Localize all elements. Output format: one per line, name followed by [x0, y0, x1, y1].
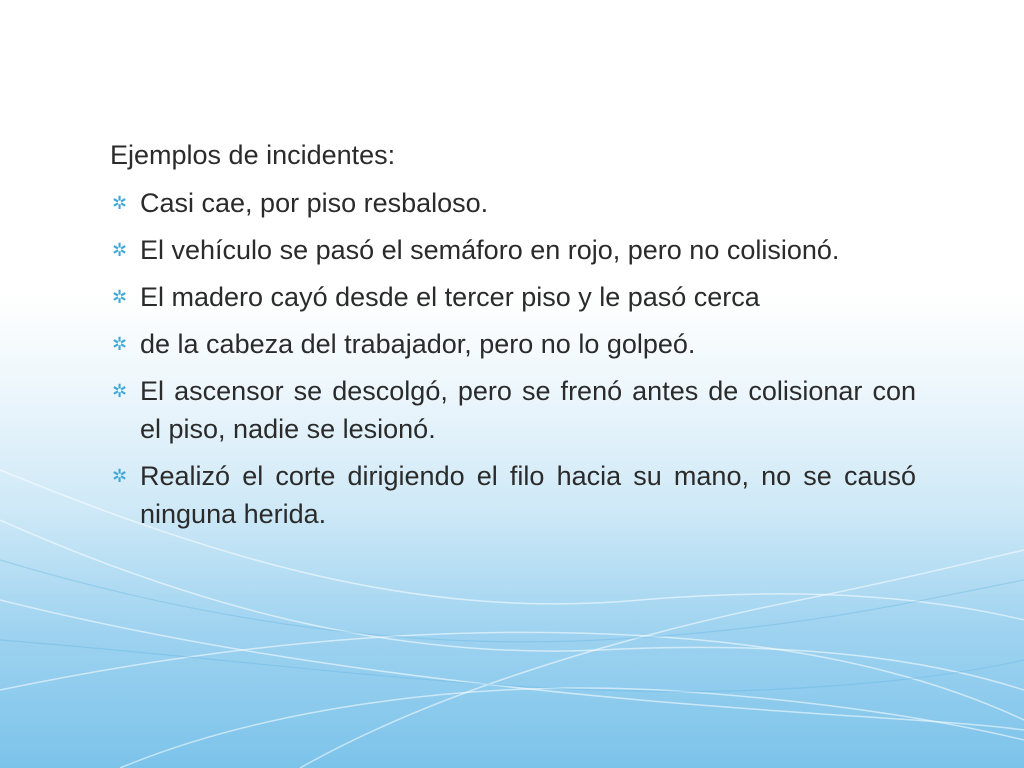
incident-list: [110, 184, 916, 533]
list-item-text: El vehículo se pasó el semáforo en rojo, pero no colisionó.: [140, 235, 840, 265]
list-item: [110, 372, 916, 448]
list-item: [110, 278, 916, 316]
list-item-text: Casi cae, por piso resbaloso.: [140, 188, 489, 218]
asterisk-bullet-icon: ✲: [112, 466, 128, 486]
list-item-text: El ascensor se descolgó, pero se frenó antes de colisionar con el piso, nadie se lesionó.: [140, 376, 916, 444]
asterisk-bullet-icon: ✲: [112, 334, 128, 354]
list-item-text: Realizó el corte dirigiendo el filo hacia su mano, no se causó ninguna herida.: [140, 461, 916, 529]
list-item: [110, 231, 916, 269]
list-item: [110, 325, 916, 363]
list-item-text: El madero cayó desde el tercer piso y le pasó cerca: [140, 282, 760, 312]
list-item: [110, 184, 916, 222]
slide-content: [110, 136, 916, 542]
asterisk-bullet-icon: ✲: [112, 287, 128, 307]
list-item: [110, 457, 916, 533]
slide-heading: Ejemplos de incidentes:: [110, 140, 396, 170]
list-item-text: de la cabeza del trabajador, pero no lo golpeó.: [140, 329, 696, 359]
asterisk-bullet-icon: ✲: [112, 240, 128, 260]
asterisk-bullet-icon: ✲: [112, 193, 128, 213]
asterisk-bullet-icon: ✲: [112, 381, 128, 401]
